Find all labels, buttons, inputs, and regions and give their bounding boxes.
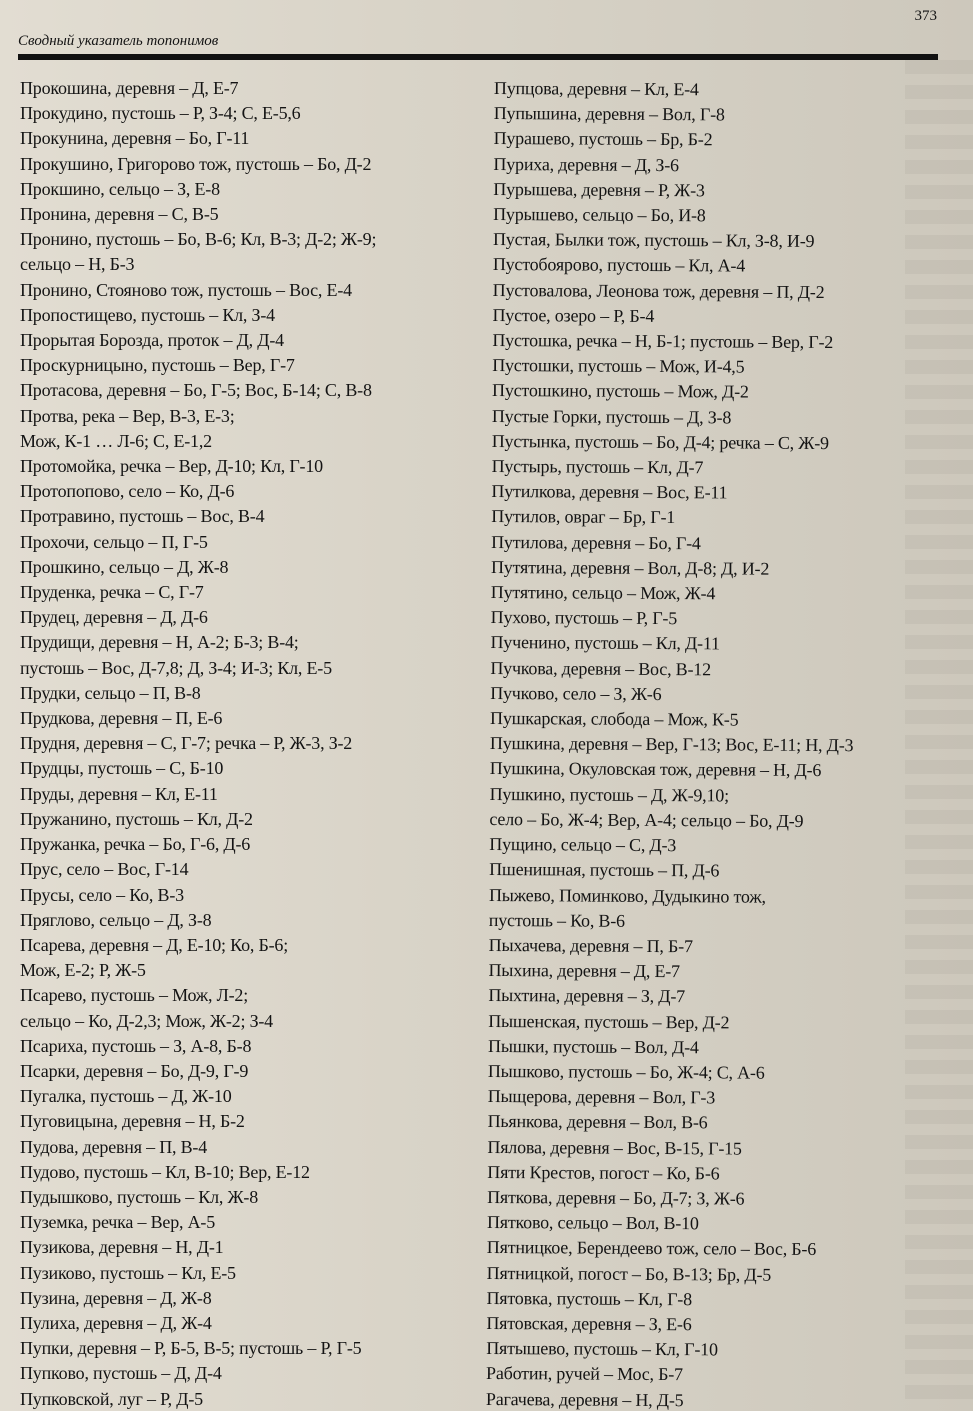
index-entry: Пудова, деревня – П, В-4 [20,1136,208,1157]
index-entry: Пучкова, деревня – Вос, В-12 [490,657,711,680]
index-entry: Путилов, овраг – Бр, Г-1 [491,506,676,528]
index-entry: Пронино, пустошь – Бо, В-6; Кл, В-3; Д-2; Ж-9; [20,229,377,250]
index-entry: Пученино, пустошь – Кл, Д-11 [490,632,720,654]
index-entry: Прудки, сельцо – П, В-8 [20,682,201,703]
index-entry: Пустошки, пустошь – Мож, И-4,5 [492,355,745,377]
index-entry: Пудово, пустошь – Кл, В-10; Вер, Е-12 [20,1161,310,1182]
index-entry: Пыщерова, деревня – Вол, Г-3 [487,1086,716,1108]
index-entry: Прошкино, сельцо – Д, Ж-8 [20,556,229,577]
index-entry: Пустынка, пустошь – Бо, Д-4; речка – С, Ж-9 [491,430,829,453]
index-entry: Прокшино, сельцо – З, Е-8 [20,178,220,199]
index-entry: Пряглово, сельцо – Д, З-8 [20,909,212,930]
index-entry: Пятницкой, погост – Бо, В-13; Бр, Д-5 [486,1262,772,1285]
index-entry: Прудкова, деревня – П, Е-6 [20,708,223,729]
index-entry: Пяти Крестов, погост – Ко, Б-6 [487,1161,720,1184]
index-entry: Пушкино, пустошь – Д, Ж-9,10; [489,783,729,806]
index-entry: Пучково, село – З, Ж-6 [490,682,662,704]
index-entry: Пыжево, Поминково, Дудыкино тож, [488,884,766,907]
index-entry: Прокушино, Григорово тож, пустошь – Бо, Д-2 [20,153,372,174]
index-entry: Проскурницыно, пустошь – Вер, Г-7 [20,355,295,376]
index-entry: пустошь – Ко, В-6 [488,909,625,931]
index-entry: Пустырь, пустошь – Кл, Д-7 [491,456,704,478]
index-entry: Псариха, пустошь – З, А-8, Б-8 [20,1035,252,1056]
index-entry: Протравино, пустошь – Вос, В-4 [20,506,265,527]
index-entry: Прудищи, деревня – Н, А-2; Б-3; В-4; [20,632,299,653]
index-entry: Пустое, озеро – Р, Б-4 [492,304,655,326]
index-entry: Протомойка, речка – Вер, Д-10; Кл, Г-10 [20,456,323,477]
header-rule [18,54,938,60]
index-entry: Пустошкино, пустошь – Мож, Д-2 [492,380,749,402]
index-entry: Пруды, деревня – Кл, Е-11 [20,783,218,804]
index-entry: Рагачева, деревня – Н, Д-5 [485,1388,684,1410]
index-entry: Пропостищево, пустошь – Кл, З-4 [20,304,275,325]
index-entry: Пухово, пустошь – Р, Г-5 [490,607,678,629]
index-entry: Пышенская, пустошь – Вер, Д-2 [488,1010,730,1032]
index-entry: Пыхачева, деревня – П, Б-7 [488,934,693,957]
index-entry: Мож, К-1 … Л-6; С, Е-1,2 [20,430,212,451]
index-entry: Пушкарская, слобода – Мож, К-5 [490,708,739,730]
index-entry: Мож, Е-2; Р, Ж-5 [20,960,146,981]
index-entry: Прудец, деревня – Д, Д-6 [20,607,208,628]
index-entry: Пышки, пустошь – Вол, Д-4 [488,1035,699,1057]
index-entry: Пушкина, Окуловская тож, деревня – Н, Д-6 [489,758,822,781]
index-entry: Псарки, деревня – Бо, Д-9, Г-9 [20,1060,249,1081]
index-entry: Пружанино, пустошь – Кл, Д-2 [20,808,253,829]
index-entry: Пустобоярово, пустошь – Кл, А-4 [492,254,746,276]
index-entry: Пупки, деревня – Р, Б-5, В-5; пустошь – Р, Г-5 [20,1338,362,1359]
index-entry: сельцо – Н, Б-3 [20,254,135,275]
index-entry: Пьянкова, деревня – Вол, В-6 [487,1111,708,1133]
index-entry: Пялова, деревня – Вос, В-15, Г-15 [487,1136,742,1159]
index-entry: Пятовская, деревня – З, Е-6 [486,1312,692,1335]
index-entry: Пупково, пустошь – Д, Д-4 [20,1363,222,1384]
index-entry: Протва, река – Вер, В-3, Е-3; [20,405,235,426]
index-entry: Прудня, деревня – С, Г-7; речка – Р, Ж-3, З-2 [20,733,353,754]
index-entry: Пшенишная, пустошь – П, Д-6 [489,859,720,881]
index-entry: сельцо – Ко, Д-2,3; Мож, Ж-2; З-4 [20,1010,273,1031]
index-entry: Протопопово, село – Ко, Д-6 [20,481,235,502]
index-entry: Пруденка, речка – С, Г-7 [20,582,204,603]
running-title: Сводный указатель топонимов [18,33,219,49]
facing-page-bleed [905,60,973,1400]
index-entry: Пузиково, пустошь – Кл, Е-5 [20,1262,236,1283]
index-entry: Пузина, деревня – Д, Ж-8 [20,1287,212,1308]
index-entry: Пуговицына, деревня – Н, Б-2 [20,1111,245,1132]
index-entry: Прокошина, деревня – Д, Е-7 [20,78,239,98]
index-entry: Пустые Горки, пустошь – Д, З-8 [491,405,732,428]
index-entry: Пуземка, речка – Вер, А-5 [20,1212,215,1233]
index-entry: Пустая, Былки тож, пустошь – Кл, З-8, И-9 [492,229,815,252]
index-entry: Пушкина, деревня – Вер, Г-13; Вос, Е-11; Н, Д-3 [489,733,854,756]
index-entry: Прохочи, сельцо – П, Г-5 [20,531,208,552]
index-entry: Пурышева, деревня – Р, Ж-3 [493,178,705,201]
index-entry: Путятино, сельцо – Мож, Ж-4 [490,582,716,604]
index-entry: Пущино, сельцо – С, Д-3 [489,834,677,856]
index-entry: Протасова, деревня – Бо, Г-5; Вос, Б-14; С, В-8 [20,380,372,401]
index-entry: Прус, село – Вос, Г-14 [20,859,189,880]
index-column-right [486,76,904,1411]
index-entry: Прорытая Борозда, проток – Д, Д-4 [20,330,284,351]
index-entry: Пронина, деревня – С, В-5 [20,204,219,225]
index-entry: Пугалка, пустошь – Д, Ж-10 [20,1086,232,1107]
index-entry: Пупцова, деревня – Кл, Е-4 [493,77,699,100]
index-entry: Пружанка, речка – Бо, Г-6, Д-6 [20,834,251,855]
index-entry: Пулиха, деревня – Д, Ж-4 [20,1312,212,1333]
page-number: 373 [914,8,937,24]
index-entry: пустошь – Вос, Д-7,8; Д, З-4; И-3; Кл, Е-5 [20,657,332,678]
index-entry: Прудцы, пустошь – С, Б-10 [20,758,224,779]
index-entry: Пупковской, луг – Р, Д-5 [20,1388,203,1409]
index-entry: Пронино, Стояново тож, пустошь – Вос, Е-4 [20,279,352,300]
index-entry: Псарева, деревня – Д, Е-10; Ко, Б-6; [20,934,288,955]
index-entry: Прокудино, пустошь – Р, З-4; С, Е-5,6 [20,103,301,124]
index-entry: Пятовка, пустошь – Кл, Г-8 [486,1287,692,1309]
index-entry: Пустошка, речка – Н, Б-1; пустошь – Вер, Г-2 [492,330,834,353]
index-entry: Пяткова, деревня – Бо, Д-7; З, Ж-6 [487,1186,745,1209]
index-entry: Пятково, сельцо – Вол, В-10 [486,1212,699,1234]
index-entry: Пузикова, деревня – Н, Д-1 [20,1237,224,1258]
index-entry: Пыхтина, деревня – З, Д-7 [488,985,686,1007]
index-entry: Прокунина, деревня – Бо, Г-11 [20,128,250,149]
index-entry: Пустовалова, Леонова тож, деревня – П, Д-2 [492,279,825,302]
index-column-left [20,76,490,1411]
index-entry: Путятина, деревня – Вол, Д-8; Д, И-2 [490,556,770,579]
index-entry: Прусы, село – Ко, В-3 [20,884,184,905]
index-entry: Пыхина, деревня – Д, Е-7 [488,960,680,982]
index-entry: Пышково, пустошь – Бо, Ж-4; С, А-6 [487,1060,765,1083]
index-entry: Пятышево, пустошь – Кл, Г-10 [486,1338,718,1360]
index-entry: село – Бо, Ж-4; Вер, А-4; сельцо – Бо, Д-9 [489,808,804,831]
index-entry: Путилова, деревня – Бо, Г-4 [491,531,701,553]
index-entry: Пурашево, пустошь – Бр, Б-2 [493,128,713,150]
index-entry: Псарево, пустошь – Мож, Л-2; [20,985,249,1006]
index-entry: Работин, ручей – Мос, Б-7 [486,1363,683,1385]
index-entry: Пупышина, деревня – Вол, Г-8 [493,103,725,125]
index-entry: Пятницкое, Берендеево тож, село – Вос, Б-6 [486,1237,817,1260]
index-entry: Пудышково, пустошь – Кл, Ж-8 [20,1186,259,1207]
index-entry: Путилкова, деревня – Вос, Е-11 [491,481,728,503]
index-entry: Пуриха, деревня – Д, З-6 [493,153,679,175]
index-entry: Пурышево, сельцо – Бо, И-8 [493,204,706,226]
